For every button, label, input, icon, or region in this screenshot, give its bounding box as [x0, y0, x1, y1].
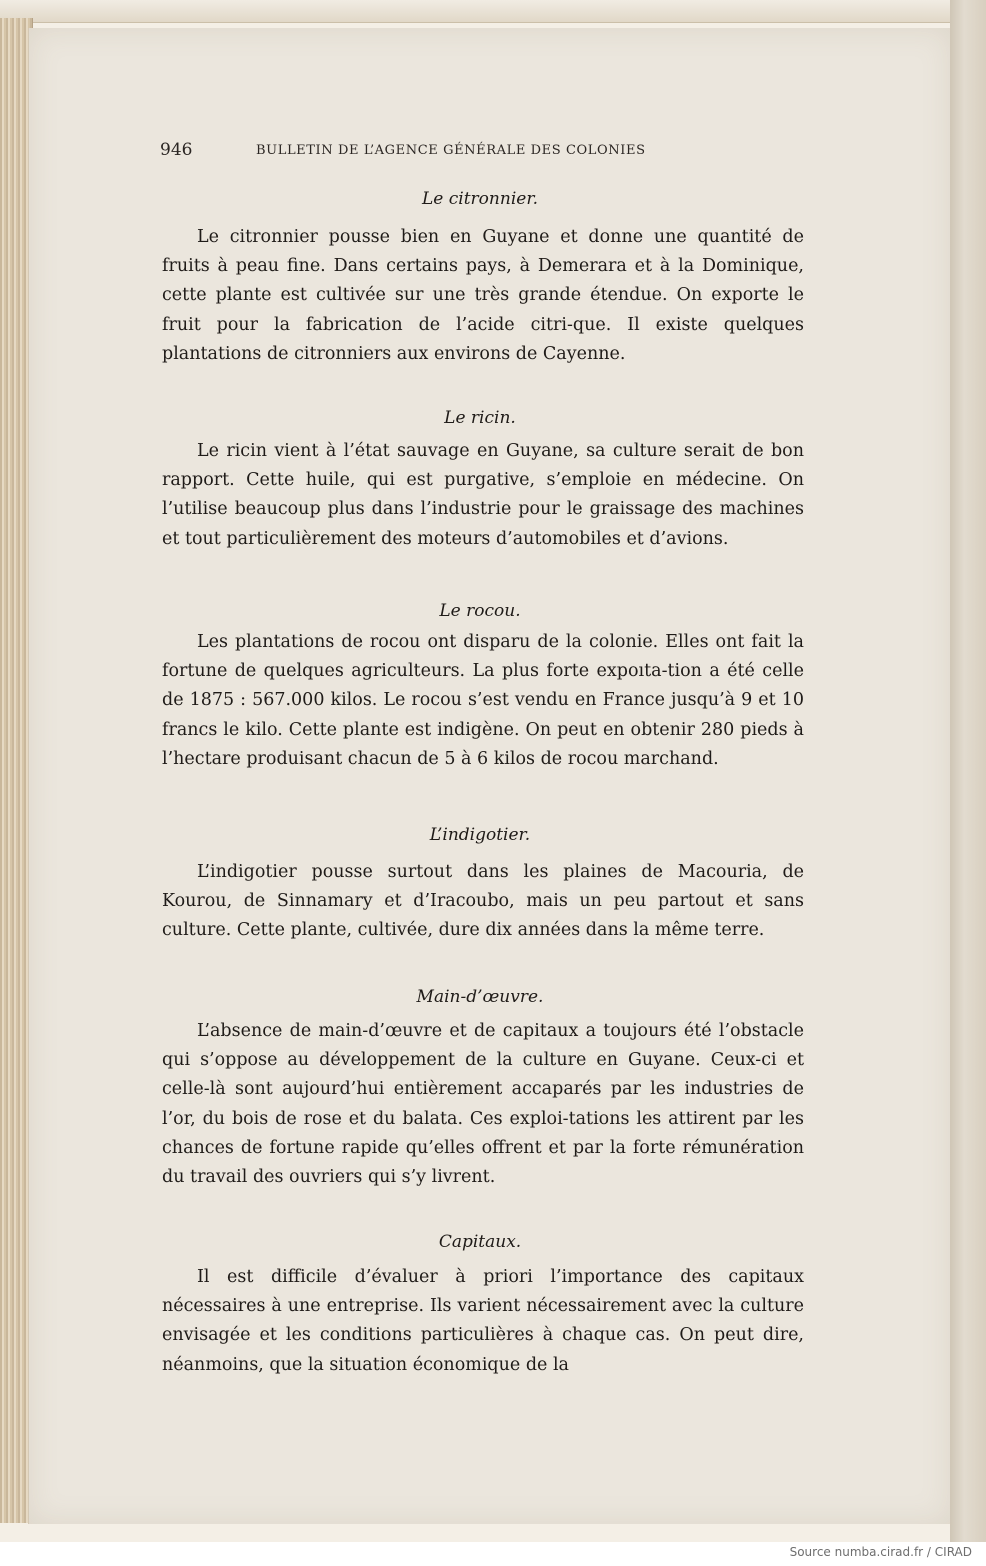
section-heading-main-d-oeuvre: Main-d’œuvre.	[416, 987, 544, 1007]
section-heading-citronnier: Le citronnier.	[422, 189, 538, 209]
section-heading-rocou: Le rocou.	[439, 601, 521, 621]
book-spine-edge	[950, 0, 986, 1542]
paragraph-rocou: Les plantations de rocou ont disparu de la colonie. Elles ont fait la fortune de quelques agriculteurs. La plus forte expoıta-tion a été celle de 1875 : 567.000 kilos. Le rocou s’est vendu en France jusqu’à 9 et 10 francs le kilo. Cette plante est indigène. On peut en obtenir 280 pieds à l’hectare produisant chacun de 5 à 6 kilos de rocou marchand.	[162, 632, 804, 769]
paragraph-indigotier: L’indigotier pousse surtout dans les plaines de Macouria, de Kourou, de Sinnamary et d’Iracoubo, mais un peu partout et sans culture. Cette plante, cultivée, dure dix années dans la même terre.	[162, 862, 804, 941]
running-header	[160, 140, 800, 162]
page-number: 946	[160, 140, 193, 160]
section-heading-ricin: Le ricin.	[444, 408, 516, 428]
running-title: BULLETIN DE L’AGENCE GÉNÉRALE DES COLONIES	[256, 143, 646, 158]
section-heading-capitaux: Capitaux.	[438, 1232, 522, 1252]
section-heading-indigotier: L’indigotier.	[429, 825, 531, 845]
paragraph-capitaux: Il est difficile d’évaluer à priori l’importance des capitaux nécessaires à une entreprise. Ils varient nécessairement avec la culture envisagée et les conditions particulières à chaque cas. On peut dire, néanmoins, que la situation économique de la	[162, 1267, 804, 1375]
book-top-edge	[0, 0, 986, 23]
paragraph-ricin: Le ricin vient à l’état sauvage en Guyane, sa culture serait de bon rapport. Cette huile, qui est purgative, s’emploie en médecine. On l’utilise beaucoup plus dans l’industrie pour le graissage des machines et tout particulièrement des moteurs d’automobiles et d’avions.	[162, 441, 804, 549]
paragraph-main-d-oeuvre: L’absence de main-d’œuvre et de capitaux a toujours été l’obstacle qui s’oppose au développement de la culture en Guyane. Ceux-ci et celle-là sont aujourd’hui entièrement accaparés par les industries de l’or, du bois de rose et du balata. Ces exploi-tations les attirent par les chances de fortune rapide qu’elles offrent et par la forte rémunération du travail des ouvriers qui s’y livrent.	[162, 1021, 804, 1188]
paragraph-citronnier: Le citronnier pousse bien en Guyane et donne une quantité de fruits à peau fine. Dans certains pays, à Demerara et à la Dominique, cette plante est cultivée sur une très grande étendue. On exporte le fruit pour la fabrication de l’acide citri-que. Il existe quelques plantations de citronniers aux environs de Cayenne.	[162, 227, 804, 364]
source-credit: Source numba.cirad.fr / CIRAD	[789, 1545, 972, 1559]
